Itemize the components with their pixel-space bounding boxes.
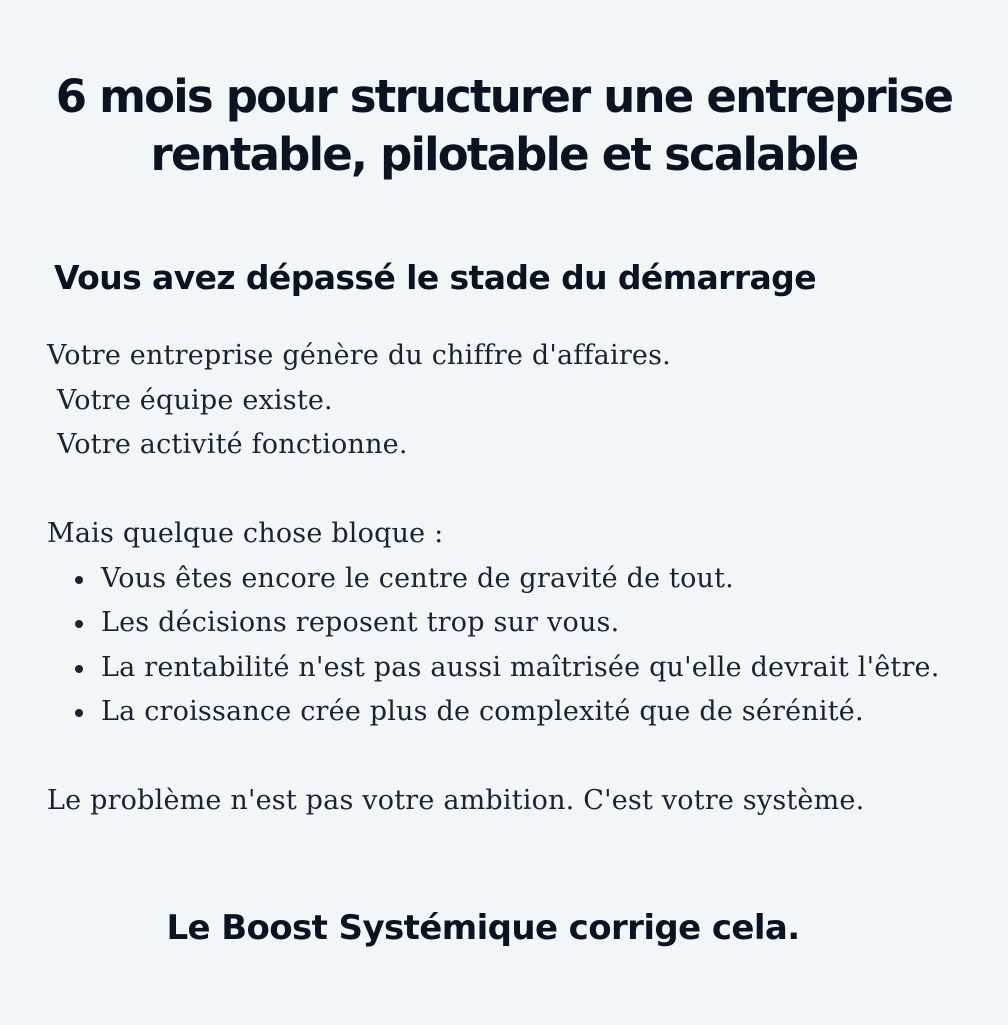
list-item-text: Les décisions reposent trop sur vous. bbox=[101, 607, 620, 638]
list-item bbox=[101, 557, 981, 602]
list-item bbox=[101, 601, 981, 646]
list-item bbox=[101, 646, 981, 691]
list-item-text: Vous êtes encore le centre de gravité de tout. bbox=[101, 562, 734, 594]
lead-text: Mais quelque chose bloque : bbox=[47, 518, 444, 549]
list-item bbox=[101, 690, 981, 735]
bullet-dot-icon bbox=[75, 620, 83, 628]
section-heading: Vous avez dépassé le stade du démarrage bbox=[54, 258, 816, 297]
body-text bbox=[47, 334, 987, 824]
problem-list bbox=[47, 557, 987, 735]
spacer bbox=[47, 735, 987, 780]
bullet-dot-icon bbox=[75, 665, 83, 673]
conclusion-text: Le problème n'est pas votre ambition. C'est votre système. bbox=[47, 785, 865, 816]
page-title bbox=[0, 68, 1008, 184]
bullet-dot-icon bbox=[75, 576, 83, 584]
list-item-text: La croissance crée plus de complexité que de sérénité. bbox=[101, 696, 864, 727]
intro-line-3: Votre activité fonctionne. bbox=[57, 429, 408, 460]
intro-line-1: Votre entreprise génère du chiffre d'affaires. bbox=[47, 340, 671, 371]
page-title-line-2: rentable, pilotable et scalable bbox=[150, 128, 858, 181]
bullet-dot-icon bbox=[75, 709, 83, 717]
page-title-line-1: 6 mois pour structurer une entreprise bbox=[55, 70, 953, 123]
intro-line-2: Votre équipe existe. bbox=[57, 384, 333, 416]
spacer bbox=[47, 468, 987, 513]
closing-statement: Le Boost Systémique corrige cela. bbox=[166, 908, 800, 948]
list-item-text: La rentabilité n'est pas aussi maîtrisée qu'elle devrait l'être. bbox=[101, 651, 940, 683]
